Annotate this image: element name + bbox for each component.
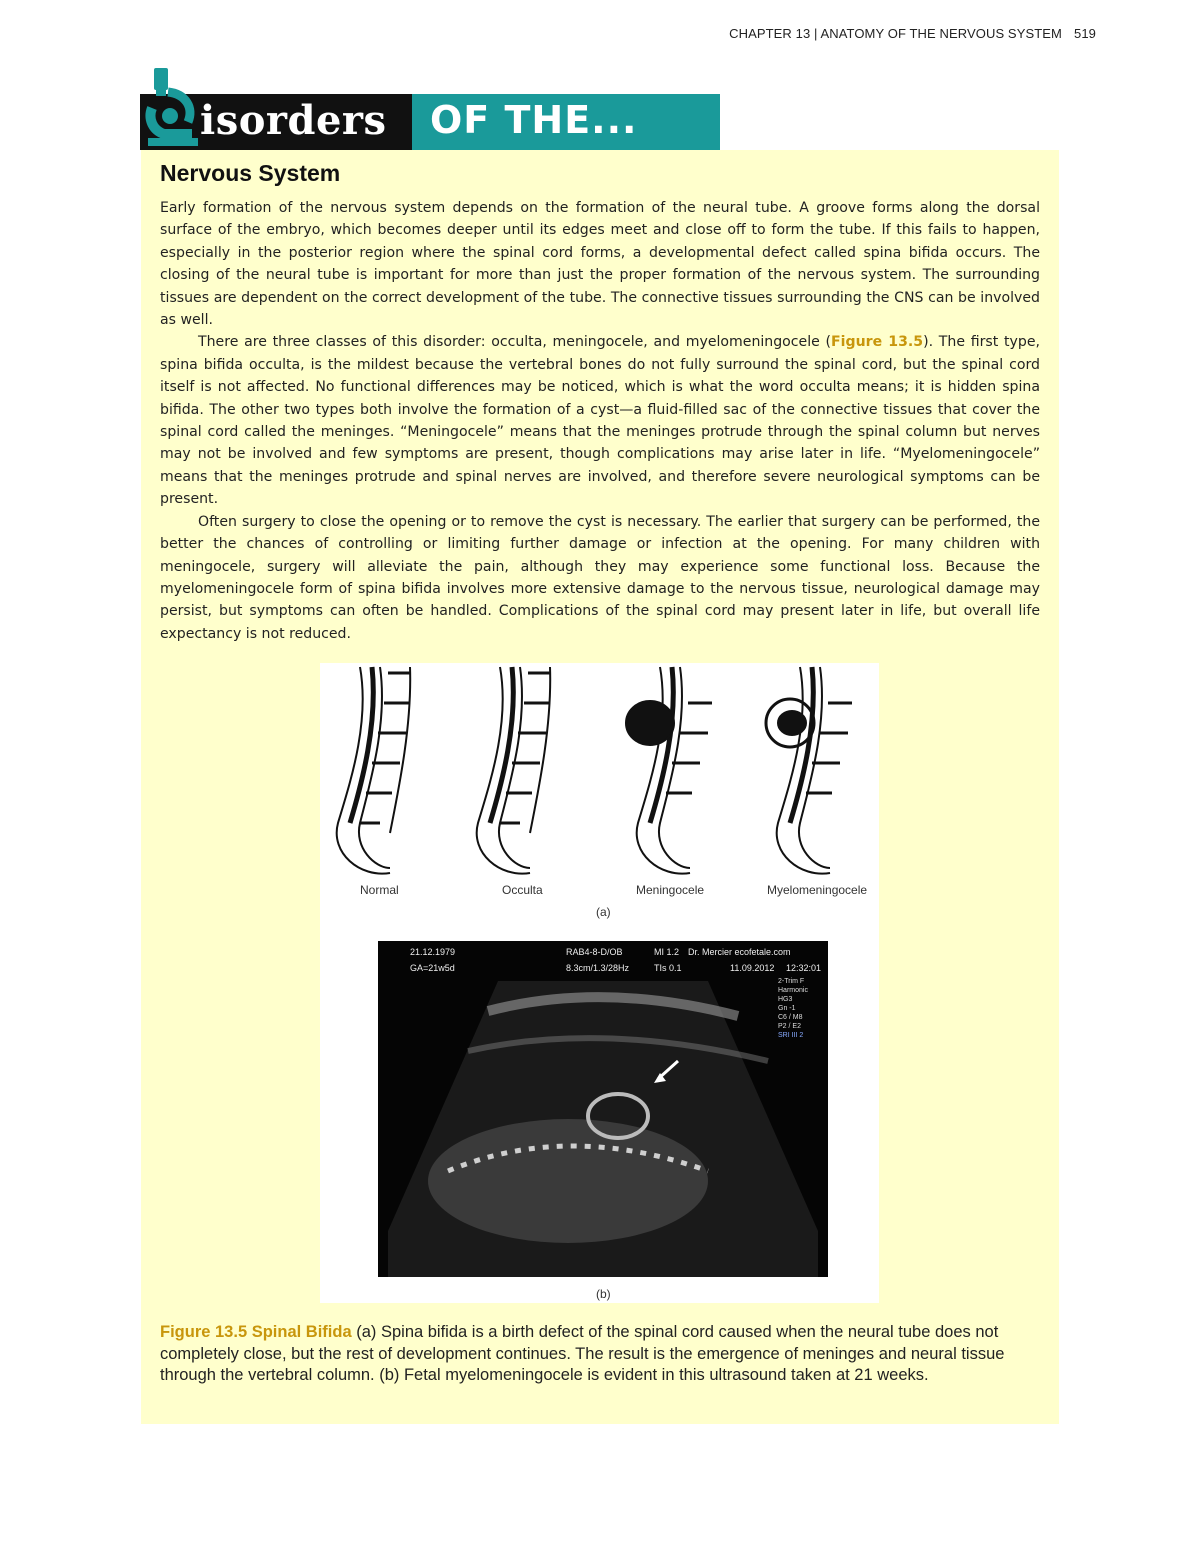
- page-number: 519: [1074, 26, 1096, 41]
- banner-word-disorders: isorders: [200, 97, 387, 144]
- us-param: P2 / E2: [778, 1023, 801, 1030]
- us-param: HG3: [778, 996, 793, 1003]
- spine-normal: [337, 667, 411, 874]
- figure-13-5-link[interactable]: Figure 13.5: [831, 334, 924, 351]
- disorders-banner: [140, 92, 720, 150]
- label-occulta: Occulta: [502, 883, 543, 897]
- us-overlay-params: [778, 977, 826, 1040]
- microscope-icon: [144, 64, 204, 150]
- us-param: Gn -1: [778, 1005, 796, 1012]
- figure-13-5: [320, 663, 879, 1303]
- us-overlay-left-2: GA=21w5d: [410, 963, 455, 973]
- banner-word-of-the: OF THE...: [430, 98, 638, 142]
- spine-myelomeningocele: [766, 667, 852, 874]
- us-overlay-mid-2: 8.3cm/1.3/28Hz: [566, 963, 630, 973]
- us-overlay-doctor: Dr. Mercier ecofetale.com: [688, 947, 791, 957]
- us-param: 2-Trim F: [778, 978, 805, 985]
- label-meningocele: Meningocele: [636, 883, 705, 897]
- figure-caption: [160, 1322, 1045, 1387]
- feature-body: [160, 197, 1040, 645]
- paragraph-2-start: There are three classes of this disorder: occulta, meningocele, and myelomeningocele (: [198, 334, 832, 351]
- feature-title: Nervous System: [160, 160, 341, 186]
- running-header: [729, 26, 1096, 41]
- us-overlay-date: 11.09.2012: [730, 963, 775, 973]
- paragraph-2: [160, 331, 1040, 510]
- label-myelomeningocele: Myelomeningocele: [767, 883, 868, 897]
- caption-label: Figure 13.5 Spinal Bifida: [160, 1323, 352, 1341]
- spine-meningocele: [626, 667, 712, 874]
- running-title: CHAPTER 13 | ANATOMY OF THE NERVOUS SYSTEM: [729, 26, 1062, 41]
- spine-occulta: [477, 667, 551, 874]
- spine-illustrations: [320, 663, 879, 893]
- us-overlay-mid-1: RAB4-8-D/OB: [566, 947, 623, 957]
- paragraph-3: Often surgery to close the opening or to remove the cyst is necessary. The earlier that surgery can be performed, the better the chances of controlling or limiting further damage or infection at the opening. For many children with meningocele, surgery will alleviate the pain, although they may experience some functional loss. Because the myelomeningocele form of spina bifida involves more extensive damage to the nervous tissue, neurological damage may persist, but symptoms can often be handled. Complications of the spinal cord may present later in life, but overall life expectancy is not reduced.: [160, 513, 1040, 642]
- us-param: SRI III 2: [778, 1032, 804, 1039]
- label-normal: Normal: [360, 883, 399, 897]
- label-a: (a): [596, 905, 611, 919]
- us-overlay-left-1: 21.12.1979: [410, 947, 456, 957]
- paragraph-2-end: ). The first type, spina bifida occulta, is the mildest because the vertebral bones do not fully surround the spinal cord, but the spinal cord itself is not affected. No functional differences may be noticed, which is what the word occulta means; it is hidden spina bifida. The other two types both involve the formation of a cyst—a fluid-filled sac of the connective tissues that cover the spinal cord called the meninges. “Meningocele” means that the meninges protrude through the spinal column but nerves may not be involved and few symptoms are present, though complications may arise later in life. “Myelomeningocele” means that the meninges protrude and spinal nerves are involved, and therefore severe neurological symptoms can be present.: [160, 334, 1040, 508]
- ultrasound-image: [378, 941, 828, 1277]
- us-param: C6 / M8: [778, 1014, 803, 1021]
- us-overlay-mi: MI 1.2: [654, 947, 680, 957]
- us-overlay-time: 12:32:01: [786, 963, 822, 973]
- paragraph-1: Early formation of the nervous system depends on the formation of the neural tube. A groove forms along the dorsal surface of the embryo, which becomes deeper until its edges meet and close off to form the tube. If this fails to happen, especially in the posterior region where the spinal cord forms, a developmental defect called spina bifida occurs. The closing of the neural tube is important for more than just the proper formation of the nervous system. The surrounding tissues are dependent on the correct development of the tube. The connective tissues surrounding the CNS can be involved as well.: [160, 200, 1040, 329]
- us-overlay-tis: TIs 0.1: [654, 963, 682, 973]
- caption-text: (a) Spina bifida is a birth defect of the spinal cord caused when the neural tube does not completely close, but the rest of development continues. The result is the emergence of meninges and neural tissue through the vertebral column. (b) Fetal myelomeningocele is evident in this ultrasound taken at 21 weeks.: [160, 1323, 1005, 1384]
- ultrasound-scan: [378, 941, 828, 1277]
- label-b: (b): [596, 1287, 611, 1301]
- us-param: Harmonic: [778, 987, 808, 994]
